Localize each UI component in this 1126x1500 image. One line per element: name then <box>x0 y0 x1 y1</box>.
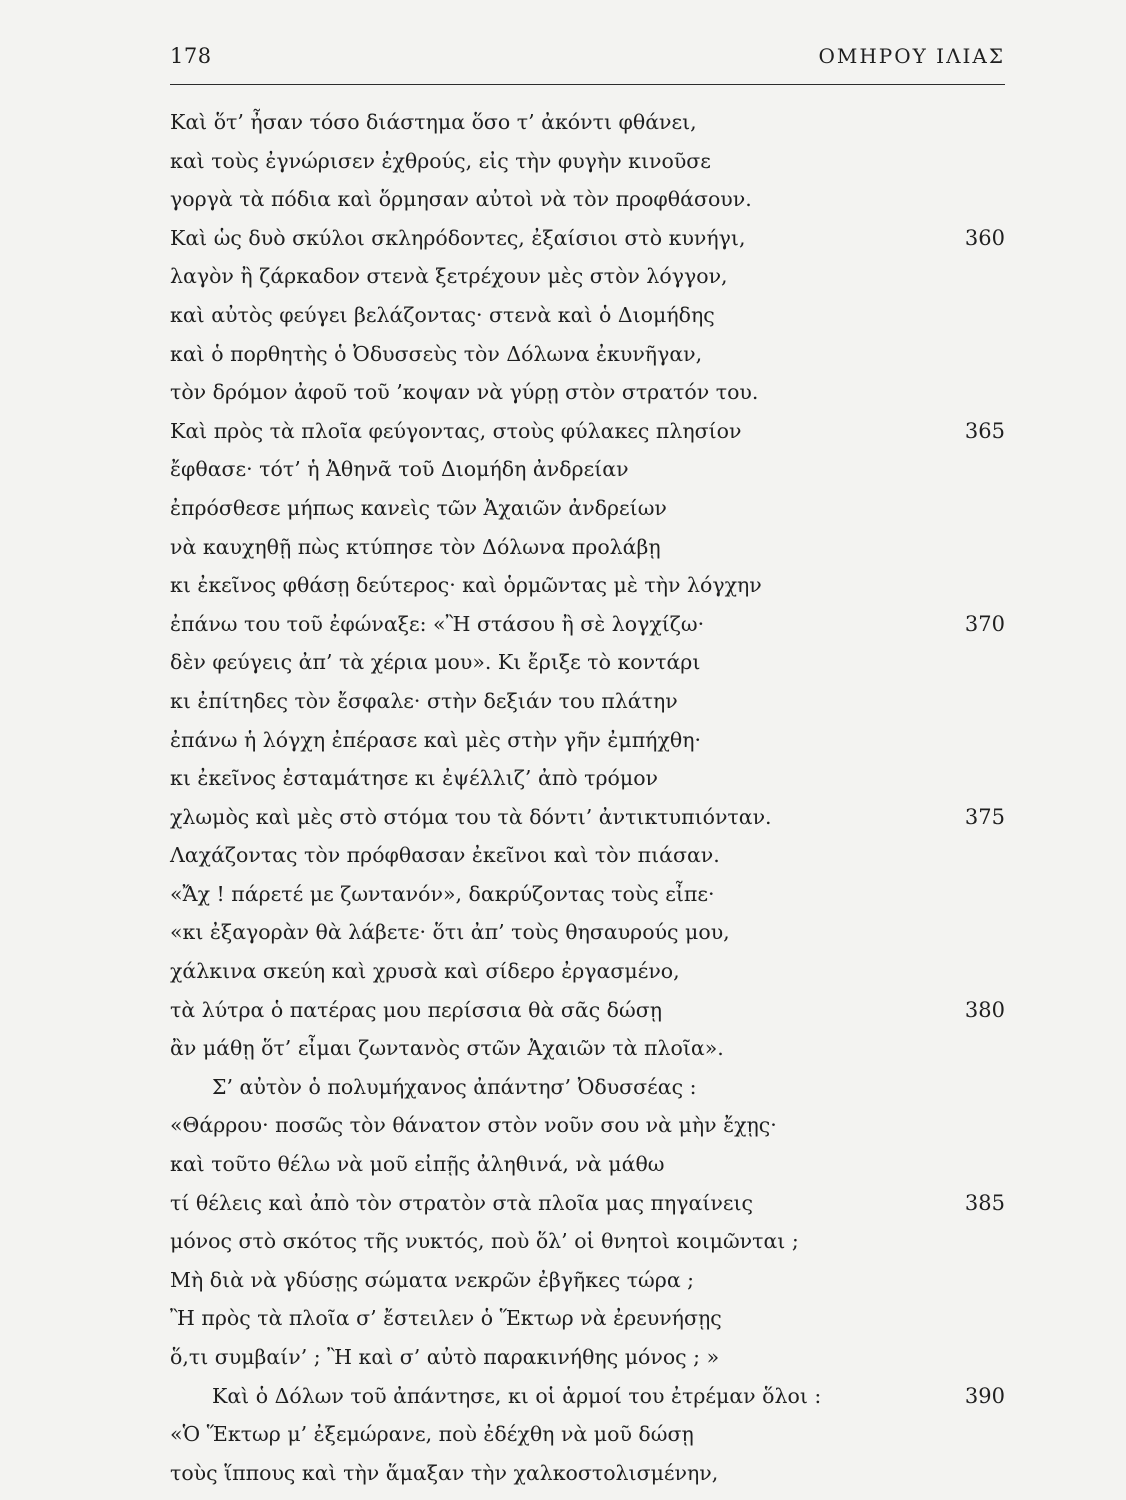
verse-line <box>0 875 1126 914</box>
verse-line <box>0 373 1126 412</box>
verse-line <box>0 759 1126 798</box>
verse-line <box>0 1454 1126 1493</box>
verse-text: Ἢ πρὸς τὰ πλοῖα σ’ ἔστειλεν ὁ Ἕκτωρ νὰ ἐρευνήσῃς <box>170 1306 722 1331</box>
page-number: 178 <box>170 44 212 68</box>
running-title: ΟΜΗΡΟΥ ΙΛΙΑΣ <box>818 44 1005 68</box>
verse-text: τὸν δρόμον ἀφοῦ τοῦ ’κοψαν νὰ γύρῃ στὸν στρατόν του. <box>170 380 759 405</box>
verse-text: λαγὸν ἢ ζάρκαδον στενὰ ξετρέχουν μὲς στὸν λόγγον, <box>170 264 728 289</box>
line-number: 375 <box>964 804 1005 829</box>
verse-line <box>0 1415 1126 1454</box>
line-number: 385 <box>964 1190 1005 1215</box>
verse-text: ἐπάνω ἡ λόγχη ἐπέρασε καὶ μὲς στὴν γῆν ἐμπήχθη· <box>170 727 702 752</box>
verse-text: χλωμὸς καὶ μὲς στὸ στόμα του τὰ δόντι’ ἀντικτυπιόνταν. <box>170 804 772 829</box>
verse-text: τί θέλεις καὶ ἀπὸ τὸν στρατὸν στὰ πλοῖα μας πηγαίνεις <box>170 1190 753 1215</box>
line-number: 365 <box>964 418 1005 443</box>
verse-text: κι ἐκεῖνος φθάσῃ δεύτερος· καὶ ὁρμῶντας μὲ τὴν λόγχην <box>170 573 762 598</box>
verse-line <box>0 913 1126 952</box>
verse-text: καὶ αὐτὸς φεύγει βελάζοντας· στενὰ καὶ ὁ Διομήδης <box>170 302 715 327</box>
verse-line <box>0 142 1126 181</box>
line-number: 380 <box>964 997 1005 1022</box>
verse-line <box>0 1222 1126 1261</box>
verse-text: Καὶ ὁ Δόλων τοῦ ἀπάντησε, κι οἱ ἁρμοί του ἐτρέμαν ὅλοι : <box>212 1383 822 1408</box>
verse-line <box>0 103 1126 142</box>
verse-line <box>0 682 1126 721</box>
header-rule <box>170 84 1005 85</box>
verse-text: Σ’ αὐτὸν ὁ πολυμήχανος ἀπάντησ’ Ὀδυσσέας : <box>212 1074 697 1099</box>
verse-line <box>0 721 1126 760</box>
verse-line <box>0 1338 1126 1377</box>
verse-text: ἐπάνω του τοῦ ἐφώναξε: «Ἢ στάσου ἢ σὲ λογχίζω· <box>170 611 705 636</box>
verse-text: «Ὁ Ἕκτωρ μ’ ἐξεμώρανε, ποὺ ἐδέχθη νὰ μοῦ δώσῃ <box>170 1422 694 1447</box>
verse-line <box>0 952 1126 991</box>
verse-text: μόνος στὸ σκότος τῆς νυκτός, ποὺ ὅλ’ οἱ θνητοὶ κοιμῶνται ; <box>170 1229 799 1254</box>
verse-line <box>0 335 1126 374</box>
verse-line <box>0 991 1126 1030</box>
verse-line <box>0 1184 1126 1223</box>
verse-line <box>0 1377 1126 1416</box>
verse-line <box>0 798 1126 837</box>
verse-text: τοὺς ἵππους καὶ τὴν ἅμαξαν τὴν χαλκοστολισμένην, <box>170 1460 719 1485</box>
verse-line <box>0 450 1126 489</box>
verse-line <box>0 180 1126 219</box>
verse-text: Καὶ πρὸς τὰ πλοῖα φεύγοντας, στοὺς φύλακες πλησίον <box>170 418 742 443</box>
verse-text: χάλκινα σκεύη καὶ χρυσὰ καὶ σίδερο ἐργασμένο, <box>170 959 680 984</box>
verse-line <box>0 1068 1126 1107</box>
verse-line <box>0 1106 1126 1145</box>
verse-text: τὰ λύτρα ὁ πατέρας μου περίσσια θὰ σᾶς δώσῃ <box>170 997 663 1022</box>
verse-line <box>0 605 1126 644</box>
verse-line <box>0 528 1126 567</box>
verse-text: «Ἄχ ! πάρετέ με ζωντανόν», δακρύζοντας τοὺς εἶπε· <box>170 881 715 906</box>
verse-text: καὶ τοῦτο θέλω νὰ μοῦ εἰπῇς ἀληθινά, νὰ μάθω <box>170 1152 665 1177</box>
verse-text: ὅ,τι συμβαίν’ ; Ἢ καὶ σ’ αὐτὸ παρακινήθης μόνος ; » <box>170 1345 720 1369</box>
verse-text: ἔφθασε· τότ’ ἡ Ἀθηνᾶ τοῦ Διομήδη ἀνδρείαν <box>170 457 629 482</box>
verse-text: Καὶ ὡς δυὸ σκύλοι σκληρόδοντες, ἐξαίσιοι στὸ κυνήγι, <box>170 225 746 250</box>
verse-text: «Θάρρου· ποσῶς τὸν θάνατον στὸν νοῦν σου νὰ μὴν ἔχῃς· <box>170 1113 777 1138</box>
verse-text: γοργὰ τὰ πόδια καὶ ὅρμησαν αὐτοὶ νὰ τὸν προφθάσουν. <box>170 187 752 212</box>
verse-block <box>0 103 1126 1492</box>
verse-line <box>0 1145 1126 1184</box>
verse-line <box>0 489 1126 528</box>
verse-line <box>0 1299 1126 1338</box>
verse-text: ἂν μάθῃ ὅτ’ εἶμαι ζωντανὸς στῶν Ἀχαιῶν τὰ πλοῖα». <box>170 1036 724 1061</box>
verse-text: κι ἐπίτηδες τὸν ἔσφαλε· στὴν δεξιάν του πλάτην <box>170 688 678 713</box>
verse-text: κι ἐκεῖνος ἐσταμάτησε κι ἐψέλλιζ’ ἀπὸ τρόμον <box>170 766 659 791</box>
verse-line <box>0 219 1126 258</box>
line-number: 390 <box>964 1383 1005 1408</box>
line-number: 370 <box>964 611 1005 636</box>
verse-line <box>0 257 1126 296</box>
verse-line <box>0 296 1126 335</box>
verse-text: Καὶ ὅτ’ ἦσαν τόσο διάστημα ὅσο τ’ ἀκόντι φθάνει, <box>170 110 697 134</box>
verse-text: καὶ ὁ πορθητὴς ὁ Ὀδυσσεὺς τὸν Δόλωνα ἐκυνῆγαν, <box>170 341 703 366</box>
verse-text: «κι ἐξαγορὰν θὰ λάβετε· ὅτι ἀπ’ τοὺς θησαυρούς μου, <box>170 920 730 945</box>
verse-line <box>0 412 1126 451</box>
line-number: 360 <box>964 225 1005 250</box>
verse-text: δὲν φεύγεις ἀπ’ τὰ χέρια μου». Κι ἔριξε τὸ κοντάρι <box>170 650 701 675</box>
page-header <box>170 44 1005 84</box>
verse-text: Μὴ διὰ νὰ γδύσῃς σώματα νεκρῶν ἐβγῆκες τώρα ; <box>170 1267 695 1292</box>
verse-line <box>0 836 1126 875</box>
verse-text: Λαχάζοντας τὸν πρόφθασαν ἐκεῖνοι καὶ τὸν πιάσαν. <box>170 843 720 868</box>
verse-line <box>0 643 1126 682</box>
verse-text: ἐπρόσθεσε μήπως κανεὶς τῶν Ἀχαιῶν ἀνδρείων <box>170 495 667 520</box>
verse-line <box>0 1261 1126 1300</box>
verse-line <box>0 566 1126 605</box>
verse-text: καὶ τοὺς ἐγνώρισεν ἐχθρούς, εἰς τὴν φυγὴν κινοῦσε <box>170 148 711 173</box>
verse-line <box>0 1029 1126 1068</box>
verse-text: νὰ καυχηθῇ πὼς κτύπησε τὸν Δόλωνα προλάβῃ <box>170 534 661 559</box>
